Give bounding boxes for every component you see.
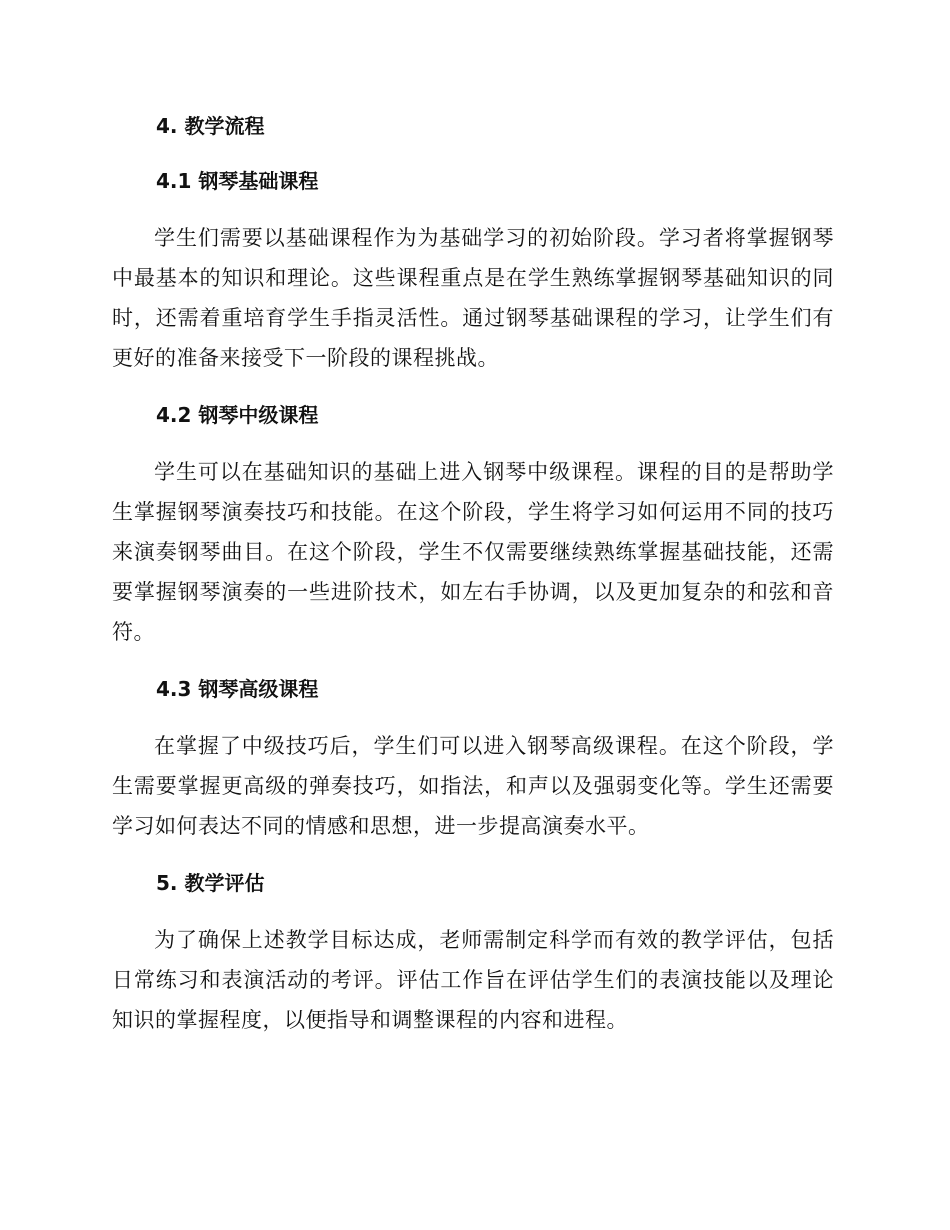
section-heading-teaching-evaluation: 5. 教学评估 [156, 871, 265, 895]
section-heading-basic-course: 4.1 钢琴基础课程 [156, 169, 319, 193]
paragraph-teaching-evaluation: 为了确保上述教学目标达成，老师需制定科学而有效的教学评估，包括日常练习和表演活动的考评。评估工作旨在评估学生们的表演技能以及理论知识的掌握程度，以便指导和调整课程的内容和进程。 [112, 928, 834, 1032]
document-body [112, 108, 834, 1059]
paragraph-intermediate-course: 学生可以在基础知识的基础上进入钢琴中级课程。课程的目的是帮助学生掌握钢琴演奏技巧和技能。在这个阶段，学生将学习如何运用不同的技巧来演奏钢琴曲目。在这个阶段，学生不仅需要继续熟练掌握基础技能，还需要掌握钢琴演奏的一些进阶技术，如左右手协调，以及更加复杂的和弦和音符。 [112, 460, 834, 644]
paragraph-advanced-course: 在掌握了中级技巧后，学生们可以进入钢琴高级课程。在这个阶段，学生需要掌握更高级的弹奏技巧，如指法，和声以及强弱变化等。学生还需要学习如何表达不同的情感和思想，进一步提高演奏水平。 [112, 734, 834, 838]
section-heading-advanced-course: 4.3 钢琴高级课程 [156, 677, 319, 701]
section-heading-teaching-process: 4. 教学流程 [156, 114, 265, 138]
section-heading-intermediate-course: 4.2 钢琴中级课程 [156, 403, 319, 427]
paragraph-basic-course: 学生们需要以基础课程作为为基础学习的初始阶段。学习者将掌握钢琴中最基本的知识和理论。这些课程重点是在学生熟练掌握钢琴基础知识的同时，还需着重培育学生手指灵活性。通过钢琴基础课程的学习，让学生们有更好的准备来接受下一阶段的课程挑战。 [112, 226, 834, 370]
